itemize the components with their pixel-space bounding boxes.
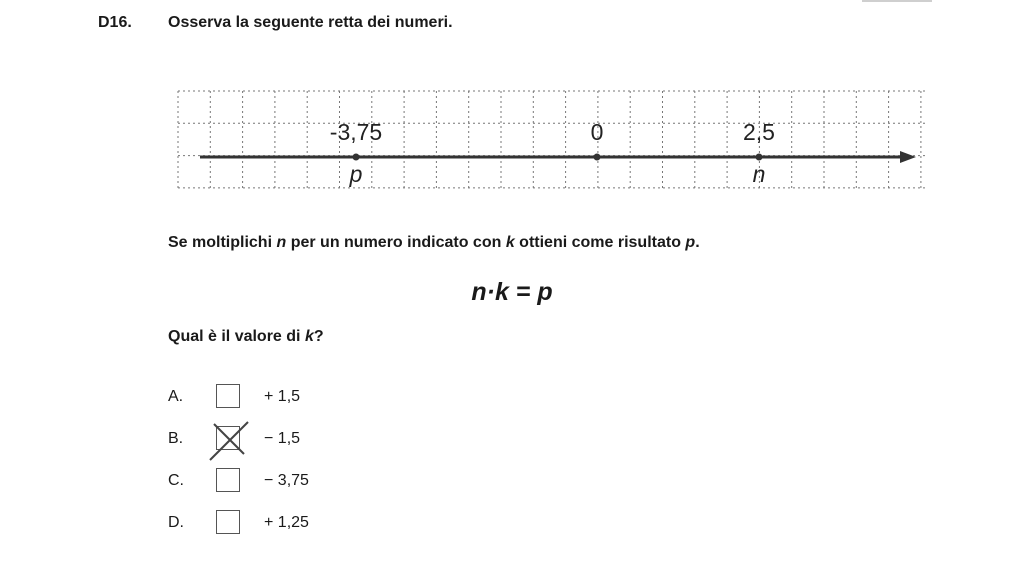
option-a-letter: A.	[168, 388, 184, 405]
point-n-marker	[756, 154, 763, 161]
label-p-letter: p	[349, 161, 363, 187]
question-number: D16.	[98, 14, 132, 31]
ask-var-k: k	[304, 328, 314, 345]
option-d-letter: D.	[168, 514, 184, 531]
label-n-letter: n	[752, 161, 766, 187]
option-b-value: − 1,5	[264, 430, 301, 447]
prompt-var-p: p	[685, 234, 696, 251]
option-d-value: + 1,25	[264, 514, 309, 531]
prompt-text-1: Se moltiplichi	[168, 234, 277, 251]
prompt-text-4: .	[695, 234, 700, 251]
prompt-var-n: n	[276, 234, 287, 251]
label-p-value: -3,75	[329, 119, 383, 145]
handwritten-x-mark	[204, 414, 254, 464]
option-b-letter: B.	[168, 430, 184, 447]
ask-end: ?	[313, 328, 324, 345]
problem-statement	[168, 234, 700, 252]
number-line-svg	[0, 0, 1024, 200]
dotted-grid	[178, 91, 928, 189]
question-ask	[168, 328, 324, 346]
formula: n·k = p	[471, 278, 553, 306]
prompt-text-3: ottieni come risultato	[514, 234, 686, 251]
option-d-checkbox[interactable]	[216, 510, 240, 534]
number-line-figure	[0, 0, 1024, 205]
option-c-value: − 3,75	[264, 472, 309, 489]
prompt-text-2: per un numero indicato con	[286, 234, 506, 251]
option-c-letter: C.	[168, 472, 184, 489]
option-a-checkbox[interactable]	[216, 384, 240, 408]
number-line-arrow-head	[900, 151, 916, 163]
label-n-value: 2,5	[743, 119, 775, 145]
prompt-var-k: k	[505, 234, 515, 251]
option-a-value: + 1,5	[264, 388, 301, 405]
question-title: Osserva la seguente retta dei numeri.	[168, 14, 453, 31]
option-c-checkbox[interactable]	[216, 468, 240, 492]
point-zero-marker	[594, 154, 601, 161]
point-p-marker	[353, 154, 360, 161]
ask-text: Qual è il valore di	[168, 328, 305, 345]
label-zero-value: 0	[590, 119, 604, 145]
